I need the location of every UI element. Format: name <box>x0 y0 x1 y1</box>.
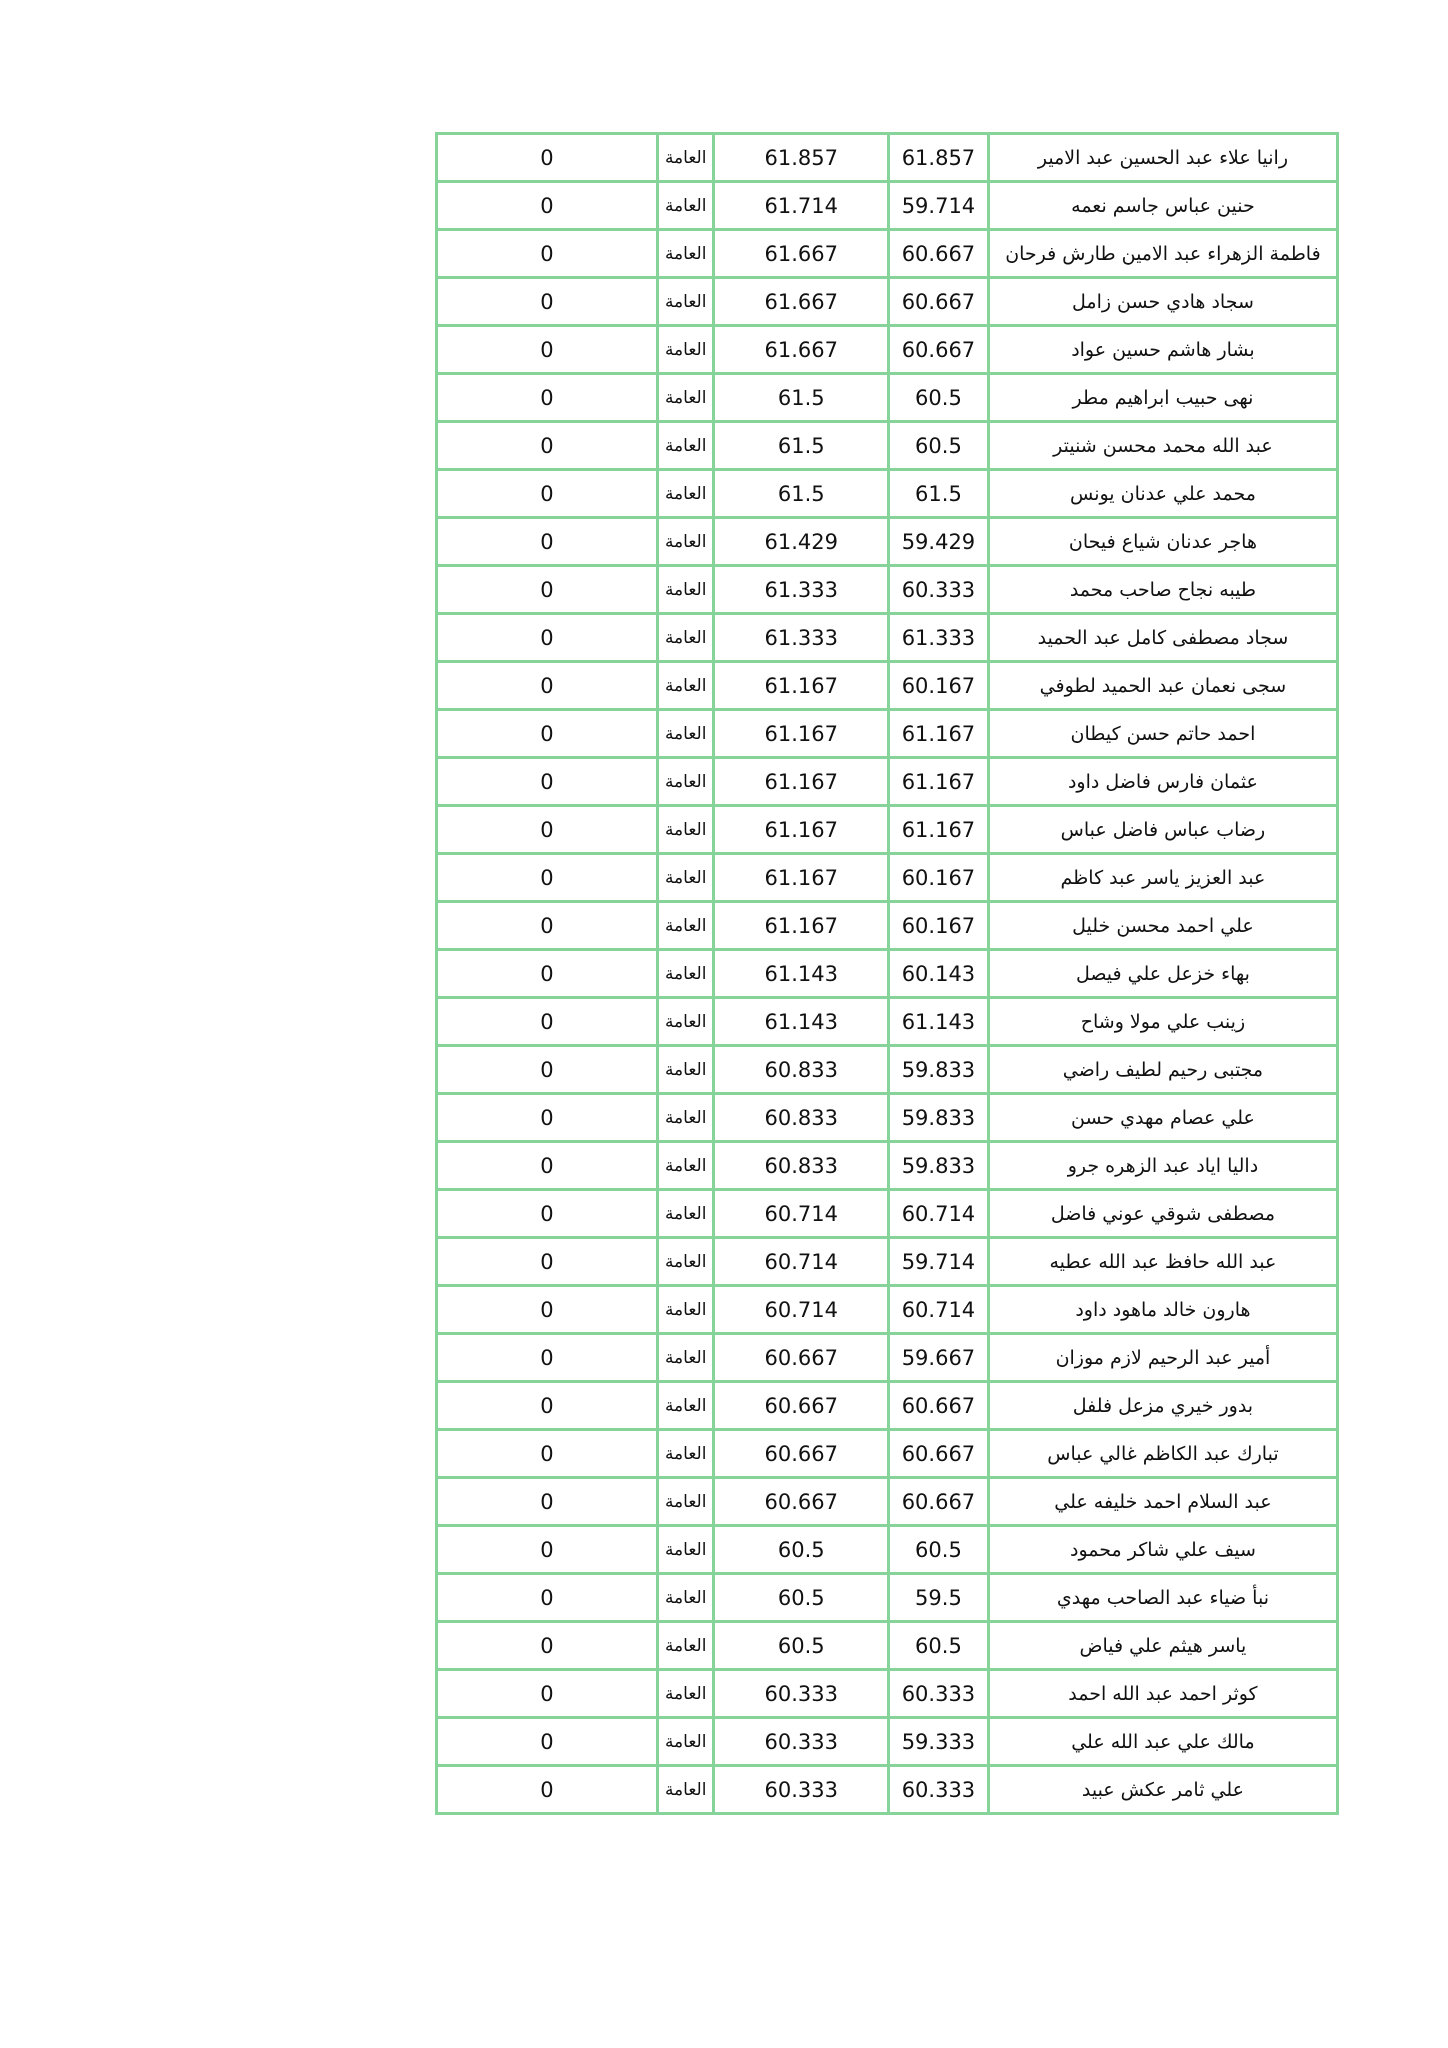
student-name-cell: رانيا علاء عبد الحسين عبد الامير <box>988 134 1337 182</box>
student-name-cell: بدور خيري مزعل فلفل <box>988 1382 1337 1430</box>
category-cell: العامة <box>657 1382 714 1430</box>
total-score-cell: 61.667 <box>714 230 889 278</box>
average-score-cell: 59.833 <box>889 1046 989 1094</box>
category-cell: العامة <box>657 1046 714 1094</box>
student-name-cell: حنين عباس جاسم نعمه <box>988 182 1337 230</box>
table-row <box>437 134 1338 182</box>
table-row <box>437 518 1338 566</box>
category-cell: العامة <box>657 566 714 614</box>
table-row <box>437 326 1338 374</box>
average-score-cell: 61.167 <box>889 806 989 854</box>
category-cell: العامة <box>657 422 714 470</box>
table-row <box>437 1526 1338 1574</box>
category-cell: العامة <box>657 518 714 566</box>
student-name-cell: نبأ ضياء عبد الصاحب مهدي <box>988 1574 1337 1622</box>
student-name-cell: سجاد مصطفى كامل عبد الحميد <box>988 614 1337 662</box>
total-score-cell: 60.667 <box>714 1478 889 1526</box>
flag-cell: 0 <box>437 566 658 614</box>
flag-cell: 0 <box>437 1478 658 1526</box>
table-row <box>437 470 1338 518</box>
table-row <box>437 422 1338 470</box>
category-cell: العامة <box>657 1670 714 1718</box>
flag-cell: 0 <box>437 1094 658 1142</box>
flag-cell: 0 <box>437 1382 658 1430</box>
category-cell: العامة <box>657 470 714 518</box>
flag-cell: 0 <box>437 1286 658 1334</box>
student-name-cell: تبارك عبد الكاظم غالي عباس <box>988 1430 1337 1478</box>
table-row <box>437 1142 1338 1190</box>
average-score-cell: 60.143 <box>889 950 989 998</box>
student-name-cell: هارون خالد ماهود داود <box>988 1286 1337 1334</box>
average-score-cell: 60.667 <box>889 230 989 278</box>
table-row <box>437 614 1338 662</box>
table-row <box>437 1766 1338 1814</box>
table-row <box>437 1430 1338 1478</box>
total-score-cell: 61.714 <box>714 182 889 230</box>
flag-cell: 0 <box>437 326 658 374</box>
average-score-cell: 60.667 <box>889 278 989 326</box>
student-name-cell: عبد السلام احمد خليفه علي <box>988 1478 1337 1526</box>
table-row <box>437 1334 1338 1382</box>
flag-cell: 0 <box>437 854 658 902</box>
student-name-cell: رضاب عباس فاضل عباس <box>988 806 1337 854</box>
student-name-cell: أمير عبد الرحيم لازم موزان <box>988 1334 1337 1382</box>
category-cell: العامة <box>657 1478 714 1526</box>
flag-cell: 0 <box>437 374 658 422</box>
table-row <box>437 1094 1338 1142</box>
flag-cell: 0 <box>437 710 658 758</box>
total-score-cell: 61.143 <box>714 998 889 1046</box>
total-score-cell: 60.667 <box>714 1334 889 1382</box>
total-score-cell: 60.5 <box>714 1526 889 1574</box>
student-name-cell: بهاء خزعل علي فيصل <box>988 950 1337 998</box>
flag-cell: 0 <box>437 422 658 470</box>
average-score-cell: 61.167 <box>889 710 989 758</box>
table-row <box>437 662 1338 710</box>
category-cell: العامة <box>657 1142 714 1190</box>
category-cell: العامة <box>657 326 714 374</box>
flag-cell: 0 <box>437 518 658 566</box>
student-name-cell: ياسر هيثم علي فياض <box>988 1622 1337 1670</box>
student-name-cell: علي ثامر عكش عبيد <box>988 1766 1337 1814</box>
flag-cell: 0 <box>437 1334 658 1382</box>
student-name-cell: نهى حبيب ابراهيم مطر <box>988 374 1337 422</box>
category-cell: العامة <box>657 1190 714 1238</box>
flag-cell: 0 <box>437 614 658 662</box>
flag-cell: 0 <box>437 758 658 806</box>
total-score-cell: 60.667 <box>714 1382 889 1430</box>
total-score-cell: 60.714 <box>714 1286 889 1334</box>
table-row <box>437 566 1338 614</box>
flag-cell: 0 <box>437 1238 658 1286</box>
table-row <box>437 230 1338 278</box>
student-name-cell: احمد حاتم حسن كيطان <box>988 710 1337 758</box>
category-cell: العامة <box>657 134 714 182</box>
flag-cell: 0 <box>437 1430 658 1478</box>
average-score-cell: 60.333 <box>889 1766 989 1814</box>
average-score-cell: 59.5 <box>889 1574 989 1622</box>
average-score-cell: 59.714 <box>889 1238 989 1286</box>
total-score-cell: 60.333 <box>714 1718 889 1766</box>
table-row <box>437 902 1338 950</box>
student-name-cell: عبد الله محمد محسن شنيتر <box>988 422 1337 470</box>
category-cell: العامة <box>657 230 714 278</box>
student-name-cell: طيبه نجاح صاحب محمد <box>988 566 1337 614</box>
average-score-cell: 60.5 <box>889 1526 989 1574</box>
total-score-cell: 60.714 <box>714 1190 889 1238</box>
total-score-cell: 61.429 <box>714 518 889 566</box>
average-score-cell: 60.667 <box>889 1478 989 1526</box>
student-name-cell: عبد الله حافظ عبد الله عطيه <box>988 1238 1337 1286</box>
average-score-cell: 60.667 <box>889 1382 989 1430</box>
total-score-cell: 61.333 <box>714 614 889 662</box>
category-cell: العامة <box>657 1526 714 1574</box>
category-cell: العامة <box>657 1766 714 1814</box>
total-score-cell: 61.333 <box>714 566 889 614</box>
average-score-cell: 60.667 <box>889 1430 989 1478</box>
category-cell: العامة <box>657 1622 714 1670</box>
category-cell: العامة <box>657 662 714 710</box>
category-cell: العامة <box>657 758 714 806</box>
total-score-cell: 60.714 <box>714 1238 889 1286</box>
flag-cell: 0 <box>437 278 658 326</box>
average-score-cell: 61.857 <box>889 134 989 182</box>
category-cell: العامة <box>657 1238 714 1286</box>
table-row <box>437 758 1338 806</box>
student-name-cell: مجتبى رحيم لطيف راضي <box>988 1046 1337 1094</box>
student-name-cell: بشار هاشم حسين عواد <box>988 326 1337 374</box>
total-score-cell: 61.143 <box>714 950 889 998</box>
table-row <box>437 710 1338 758</box>
flag-cell: 0 <box>437 182 658 230</box>
category-cell: العامة <box>657 1286 714 1334</box>
average-score-cell: 60.714 <box>889 1286 989 1334</box>
flag-cell: 0 <box>437 1766 658 1814</box>
table-row <box>437 854 1338 902</box>
total-score-cell: 61.5 <box>714 374 889 422</box>
flag-cell: 0 <box>437 1670 658 1718</box>
student-name-cell: عثمان فارس فاضل داود <box>988 758 1337 806</box>
total-score-cell: 60.333 <box>714 1766 889 1814</box>
total-score-cell: 61.667 <box>714 278 889 326</box>
table-row <box>437 1718 1338 1766</box>
table-row <box>437 1286 1338 1334</box>
student-name-cell: علي عصام مهدي حسن <box>988 1094 1337 1142</box>
average-score-cell: 61.167 <box>889 758 989 806</box>
total-score-cell: 61.167 <box>714 854 889 902</box>
student-name-cell: مصطفى شوقي عوني فاضل <box>988 1190 1337 1238</box>
average-score-cell: 61.143 <box>889 998 989 1046</box>
table-row <box>437 950 1338 998</box>
table-row <box>437 1622 1338 1670</box>
total-score-cell: 61.5 <box>714 470 889 518</box>
category-cell: العامة <box>657 278 714 326</box>
flag-cell: 0 <box>437 950 658 998</box>
table-row <box>437 998 1338 1046</box>
category-cell: العامة <box>657 1718 714 1766</box>
student-name-cell: علي احمد محسن خليل <box>988 902 1337 950</box>
category-cell: العامة <box>657 854 714 902</box>
average-score-cell: 60.167 <box>889 902 989 950</box>
total-score-cell: 61.167 <box>714 902 889 950</box>
total-score-cell: 60.5 <box>714 1622 889 1670</box>
average-score-cell: 61.5 <box>889 470 989 518</box>
average-score-cell: 60.167 <box>889 662 989 710</box>
student-name-cell: عبد العزيز ياسر عبد كاظم <box>988 854 1337 902</box>
category-cell: العامة <box>657 374 714 422</box>
table-row <box>437 374 1338 422</box>
category-cell: العامة <box>657 950 714 998</box>
category-cell: العامة <box>657 902 714 950</box>
flag-cell: 0 <box>437 1622 658 1670</box>
category-cell: العامة <box>657 1094 714 1142</box>
average-score-cell: 59.833 <box>889 1142 989 1190</box>
average-score-cell: 59.429 <box>889 518 989 566</box>
total-score-cell: 60.833 <box>714 1142 889 1190</box>
table-row <box>437 806 1338 854</box>
flag-cell: 0 <box>437 1142 658 1190</box>
flag-cell: 0 <box>437 998 658 1046</box>
category-cell: العامة <box>657 1334 714 1382</box>
average-score-cell: 59.714 <box>889 182 989 230</box>
table-row <box>437 182 1338 230</box>
student-name-cell: سجى نعمان عبد الحميد لطوفي <box>988 662 1337 710</box>
category-cell: العامة <box>657 182 714 230</box>
total-score-cell: 60.333 <box>714 1670 889 1718</box>
table-row <box>437 1670 1338 1718</box>
category-cell: العامة <box>657 1430 714 1478</box>
student-name-cell: سجاد هادي حسن زامل <box>988 278 1337 326</box>
student-name-cell: زينب علي مولا وشاح <box>988 998 1337 1046</box>
student-name-cell: سيف علي شاكر محمود <box>988 1526 1337 1574</box>
average-score-cell: 60.167 <box>889 854 989 902</box>
table-row <box>437 1190 1338 1238</box>
average-score-cell: 59.833 <box>889 1094 989 1142</box>
student-name-cell: مالك علي عبد الله علي <box>988 1718 1337 1766</box>
table-row <box>437 278 1338 326</box>
average-score-cell: 60.714 <box>889 1190 989 1238</box>
results-table <box>435 132 1339 1815</box>
student-name-cell: كوثر احمد عبد الله احمد <box>988 1670 1337 1718</box>
flag-cell: 0 <box>437 662 658 710</box>
category-cell: العامة <box>657 1574 714 1622</box>
flag-cell: 0 <box>437 1526 658 1574</box>
category-cell: العامة <box>657 806 714 854</box>
flag-cell: 0 <box>437 1046 658 1094</box>
table-row <box>437 1046 1338 1094</box>
category-cell: العامة <box>657 998 714 1046</box>
average-score-cell: 60.333 <box>889 1670 989 1718</box>
total-score-cell: 61.667 <box>714 326 889 374</box>
total-score-cell: 61.167 <box>714 758 889 806</box>
table-row <box>437 1382 1338 1430</box>
total-score-cell: 61.167 <box>714 662 889 710</box>
flag-cell: 0 <box>437 470 658 518</box>
category-cell: العامة <box>657 710 714 758</box>
average-score-cell: 59.667 <box>889 1334 989 1382</box>
average-score-cell: 60.5 <box>889 1622 989 1670</box>
results-table-body <box>437 134 1338 1814</box>
student-name-cell: داليا اياد عبد الزهره جرو <box>988 1142 1337 1190</box>
total-score-cell: 60.5 <box>714 1574 889 1622</box>
average-score-cell: 60.333 <box>889 566 989 614</box>
flag-cell: 0 <box>437 1718 658 1766</box>
flag-cell: 0 <box>437 1190 658 1238</box>
total-score-cell: 60.833 <box>714 1094 889 1142</box>
average-score-cell: 60.5 <box>889 374 989 422</box>
student-name-cell: فاطمة الزهراء عبد الامين طارش فرحان <box>988 230 1337 278</box>
flag-cell: 0 <box>437 902 658 950</box>
total-score-cell: 61.5 <box>714 422 889 470</box>
flag-cell: 0 <box>437 1574 658 1622</box>
table-row <box>437 1238 1338 1286</box>
student-name-cell: محمد علي عدنان يونس <box>988 470 1337 518</box>
table-row <box>437 1574 1338 1622</box>
total-score-cell: 61.857 <box>714 134 889 182</box>
flag-cell: 0 <box>437 134 658 182</box>
average-score-cell: 60.5 <box>889 422 989 470</box>
average-score-cell: 60.667 <box>889 326 989 374</box>
flag-cell: 0 <box>437 230 658 278</box>
average-score-cell: 61.333 <box>889 614 989 662</box>
category-cell: العامة <box>657 614 714 662</box>
total-score-cell: 60.667 <box>714 1430 889 1478</box>
total-score-cell: 61.167 <box>714 806 889 854</box>
average-score-cell: 59.333 <box>889 1718 989 1766</box>
student-name-cell: هاجر عدنان شياع فيحان <box>988 518 1337 566</box>
total-score-cell: 61.167 <box>714 710 889 758</box>
table-row <box>437 1478 1338 1526</box>
total-score-cell: 60.833 <box>714 1046 889 1094</box>
flag-cell: 0 <box>437 806 658 854</box>
